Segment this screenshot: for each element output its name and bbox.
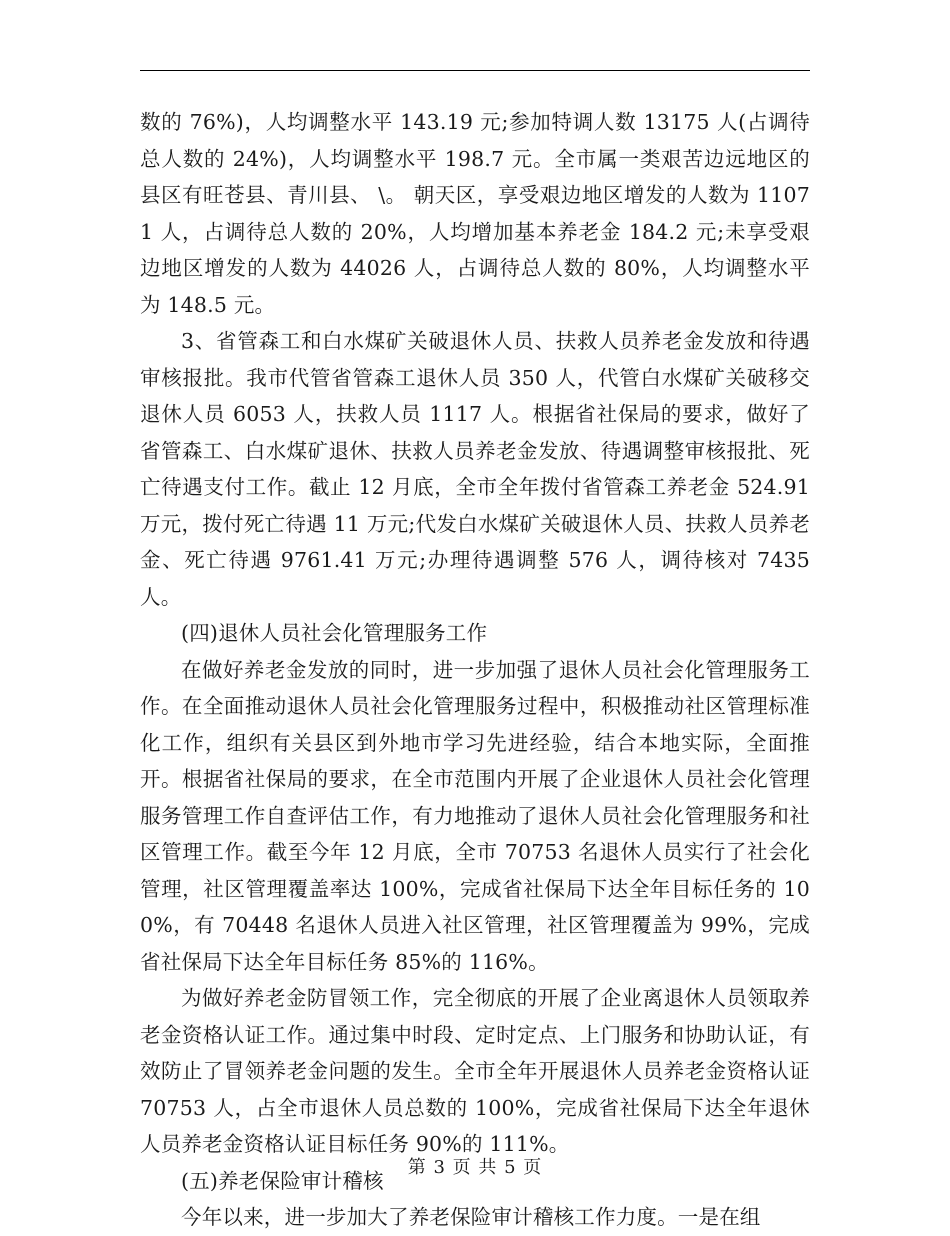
section-heading-5: (五)养老保险审计稽核 [181, 1168, 384, 1193]
header-rule [140, 70, 810, 71]
section-heading-4: (四)退休人员社会化管理服务工作 [181, 621, 488, 645]
paragraph-4: 为做好养老金防冒领工作，完全彻底的开展了企业离退休人员领取养老金资格认证工作。通过集中时段、定时定点、上门服务和协助认证，有效防止了冒领养老金问题的发生。全市全年开展退休人员养老金资格认证 70753 人，占全市退休人员总数的 100%，完成省社保局下达全年退休人员养老金资格认证目标任务 90%的 111%。 [140, 986, 810, 1156]
paragraph-3: 在做好养老金发放的同时，进一步加强了退休人员社会化管理服务工作。在全面推动退休人员社会化管理服务过程中，积极推动社区管理标准化工作，组织有关县区到外地市学习先进经验，结合本地实际，全面推开。根据省社保局的要求，在全市范围内开展了企业退休人员社会化管理服务管理工作自查评估工作，有力地推动了退休人员社会化管理服务和社区管理工作。截至今年 12 月底，全市 70753 名退休人员实行了社会化管理，社区管理覆盖率达 100%，完成省社保局下达全年目标任务的 100%，有 70448 名退休人员进入社区管理，社区管理覆盖为 99%，完成省社保局下达全年目标任务 85%的 116%。 [140, 657, 810, 974]
paragraph-2: 3、省管森工和白水煤矿关破退休人员、扶救人员养老金发放和待遇审核报批。我市代管省管森工退休人员 350 人，代管白水煤矿关破移交退休人员 6053 人，扶救人员 1117 人。根据省社保局的要求，做好了省管森工、白水煤矿退休、扶救人员养老金发放、待遇调整审核报批、死亡待遇支付工作。截止 12 月底，全市全年拨付省管森工养老金 524.91 万元，拨付死亡待遇 11 万元;代发白水煤矿关破退休人员、扶救人员养老金、死亡待遇 9761.41 万元;办理待遇调整 576 人，调待核对 7435 人。 [140, 329, 810, 609]
document-body [140, 104, 810, 1236]
paragraph-5: 今年以来，进一步加大了养老保险审计稽核工作力度。一是在组 [181, 1205, 761, 1229]
paragraph-1: 数的 76%)，人均调整水平 143.19 元;参加特调人数 13175 人(占调待总人数的 24%)，人均调整水平 198.7 元。全市属一类艰苦边远地区的县区有旺苍县、青川县、 \。 朝天区，享受艰边地区增发的人数为 11071 人，占调待总人数的 20%，人均增加基本养老金 184.2 元;未享受艰边地区增发的人数为 44026 人，占调待总人数的 80%，人均调整水平为 148.5 元。 [140, 110, 810, 317]
page-footer: 第 3 页 共 5 页 [407, 1157, 543, 1178]
